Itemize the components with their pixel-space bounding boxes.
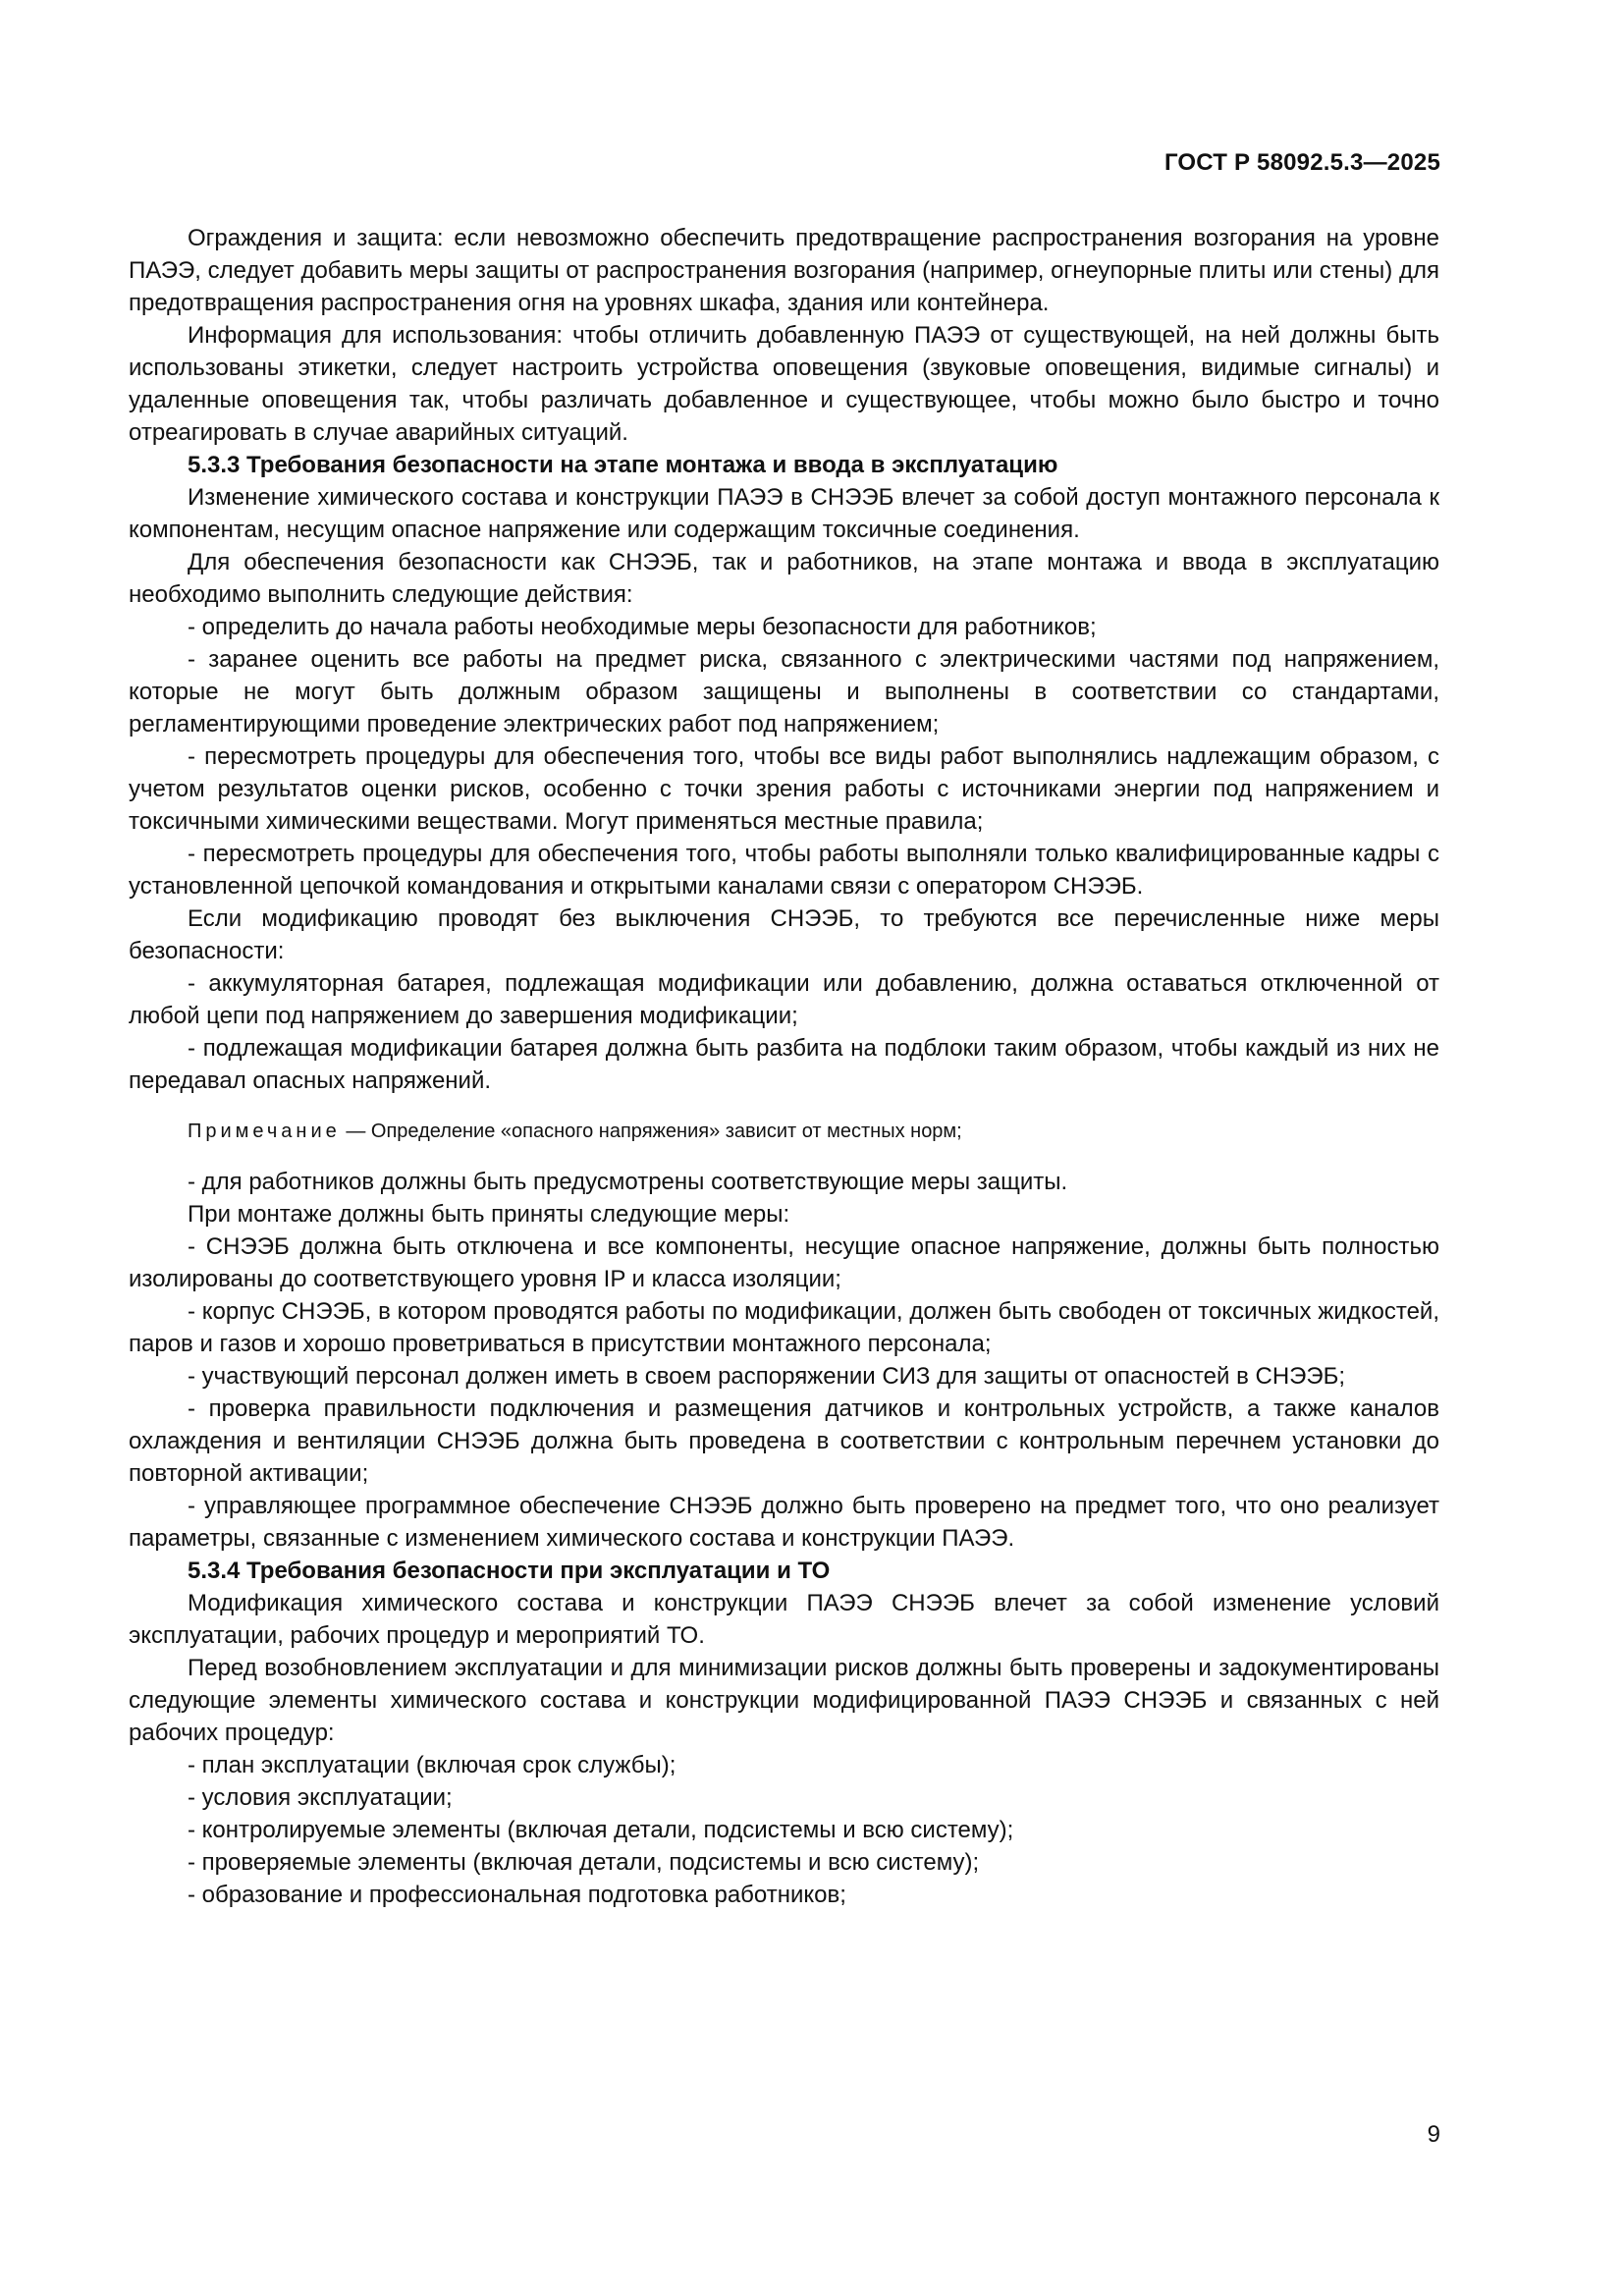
list-item: - управляющее программное обеспечение СНЭЭБ должно быть проверено на предмет того, что оно реализует параметры, связанные с изменением химического состава и конструкции ПАЭЭ. <box>129 1493 1439 1552</box>
list-item: - заранее оценить все работы на предмет риска, связанного с электрическими частями под напряжением, которые не могут быть должным образом защищены и выполнены в соответствии со стандартами, регламентирующими проведение электрических работ под напряжением; <box>129 646 1439 738</box>
section-heading: 5.3.4 Требования безопасности при эксплуатации и ТО <box>188 1558 831 1584</box>
list-item: - СНЭЭБ должна быть отключена и все компоненты, несущие опасное напряжение, должны быть полностью изолированы до соответствующего уровня IP и класса изоляции; <box>129 1233 1439 1292</box>
document-code: ГОСТ Р 58092.5.3—2025 <box>1163 149 1440 176</box>
paragraph: Изменение химического состава и конструкции ПАЭЭ в СНЭЭБ влечет за собой доступ монтажного персонала к компонентам, несущим опасное напряжение или содержащим токсичные соединения. <box>129 484 1439 543</box>
paragraph: Модификация химического состава и конструкции ПАЭЭ СНЭЭБ влечет за собой изменение условий эксплуатации, рабочих процедур и мероприятий ТО. <box>129 1590 1439 1649</box>
list-item: - пересмотреть процедуры для обеспечения того, чтобы работы выполняли только квалифицированные кадры с установленной цепочкой командования и открытыми каналами связи с оператором СНЭЭБ. <box>129 841 1439 900</box>
paragraph: Если модификацию проводят без выключения СНЭЭБ, то требуются все перечисленные ниже меры безопасности: <box>129 905 1439 964</box>
note <box>129 1117 1439 1146</box>
section-heading: 5.3.3 Требования безопасности на этапе монтажа и ввода в эксплуатацию <box>188 452 1058 478</box>
paragraph: Информация для использования: чтобы отличить добавленную ПАЭЭ от существующей, на ней должны быть использованы этикетки, следует настроить устройства оповещения (звуковые оповещения, видимые сигналы) и удаленные оповещения так, чтобы различать добавленное и существующее, чтобы можно было быстро и точно отреагировать в случае аварийных ситуаций. <box>129 322 1439 446</box>
list-item: - корпус СНЭЭБ, в котором проводятся работы по модификации, должен быть свободен от токсичных жидкостей, паров и газов и хорошо проветриваться в присутствии монтажного персонала; <box>129 1298 1439 1357</box>
list-item: - для работников должны быть предусмотрены соответствующие меры защиты. <box>188 1169 1068 1195</box>
list-item: - участвующий персонал должен иметь в своем распоряжении СИЗ для защиты от опасностей в СНЭЭБ; <box>188 1363 1346 1390</box>
note-label: Примечание <box>188 1121 341 1142</box>
list-item: - определить до начала работы необходимые меры безопасности для работников; <box>188 614 1097 640</box>
page-number: 9 <box>1427 2121 1440 2148</box>
list-item: - условия эксплуатации; <box>188 1784 453 1811</box>
list-item: - план эксплуатации (включая срок службы); <box>188 1752 676 1778</box>
note-text: — Определение «опасного напряжения» зависит от местных норм; <box>346 1121 962 1142</box>
list-item: - пересмотреть процедуры для обеспечения того, чтобы все виды работ выполнялись надлежащим образом, с учетом результатов оценки рисков, особенно с точки зрения работы с источниками энергии под напряжением и токсичными химическими веществами. Могут применяться местные правила; <box>129 743 1439 835</box>
paragraph: При монтаже должны быть приняты следующие меры: <box>188 1201 790 1228</box>
list-item: - контролируемые элементы (включая детали, подсистемы и всю систему); <box>188 1817 1014 1843</box>
list-item: - аккумуляторная батарея, подлежащая модификации или добавлению, должна оставаться отключенной от любой цепи под напряжением до завершения модификации; <box>129 970 1439 1029</box>
list-item: - подлежащая модификации батарея должна быть разбита на подблоки таким образом, чтобы каждый из них не передавал опасных напряжений. <box>129 1035 1439 1094</box>
paragraph: Для обеспечения безопасности как СНЭЭБ, так и работников, на этапе монтажа и ввода в эксплуатацию необходимо выполнить следующие действия: <box>129 549 1439 608</box>
list-item: - образование и профессиональная подготовка работников; <box>188 1882 846 1908</box>
list-item: - проверка правильности подключения и размещения датчиков и контрольных устройств, а также каналов охлаждения и вентиляции СНЭЭБ должна быть проведена в соответствии с контрольным перечнем установки до повторной активации; <box>129 1395 1439 1487</box>
paragraph: Ограждения и защита: если невозможно обеспечить предотвращение распространения возгорания на уровне ПАЭЭ, следует добавить меры защиты от распространения возгорания (например, огнеупорные плиты или стены) для предотвращения распространения огня на уровнях шкафа, здания или контейнера. <box>129 225 1439 316</box>
paragraph: Перед возобновлением эксплуатации и для минимизации рисков должны быть проверены и задокументированы следующие элементы химического состава и конструкции модифицированной ПАЭЭ СНЭЭБ и связанных с ней рабочих процедур: <box>129 1655 1439 1746</box>
document-body <box>129 222 1439 1911</box>
list-item: - проверяемые элементы (включая детали, подсистемы и всю систему); <box>188 1849 980 1876</box>
